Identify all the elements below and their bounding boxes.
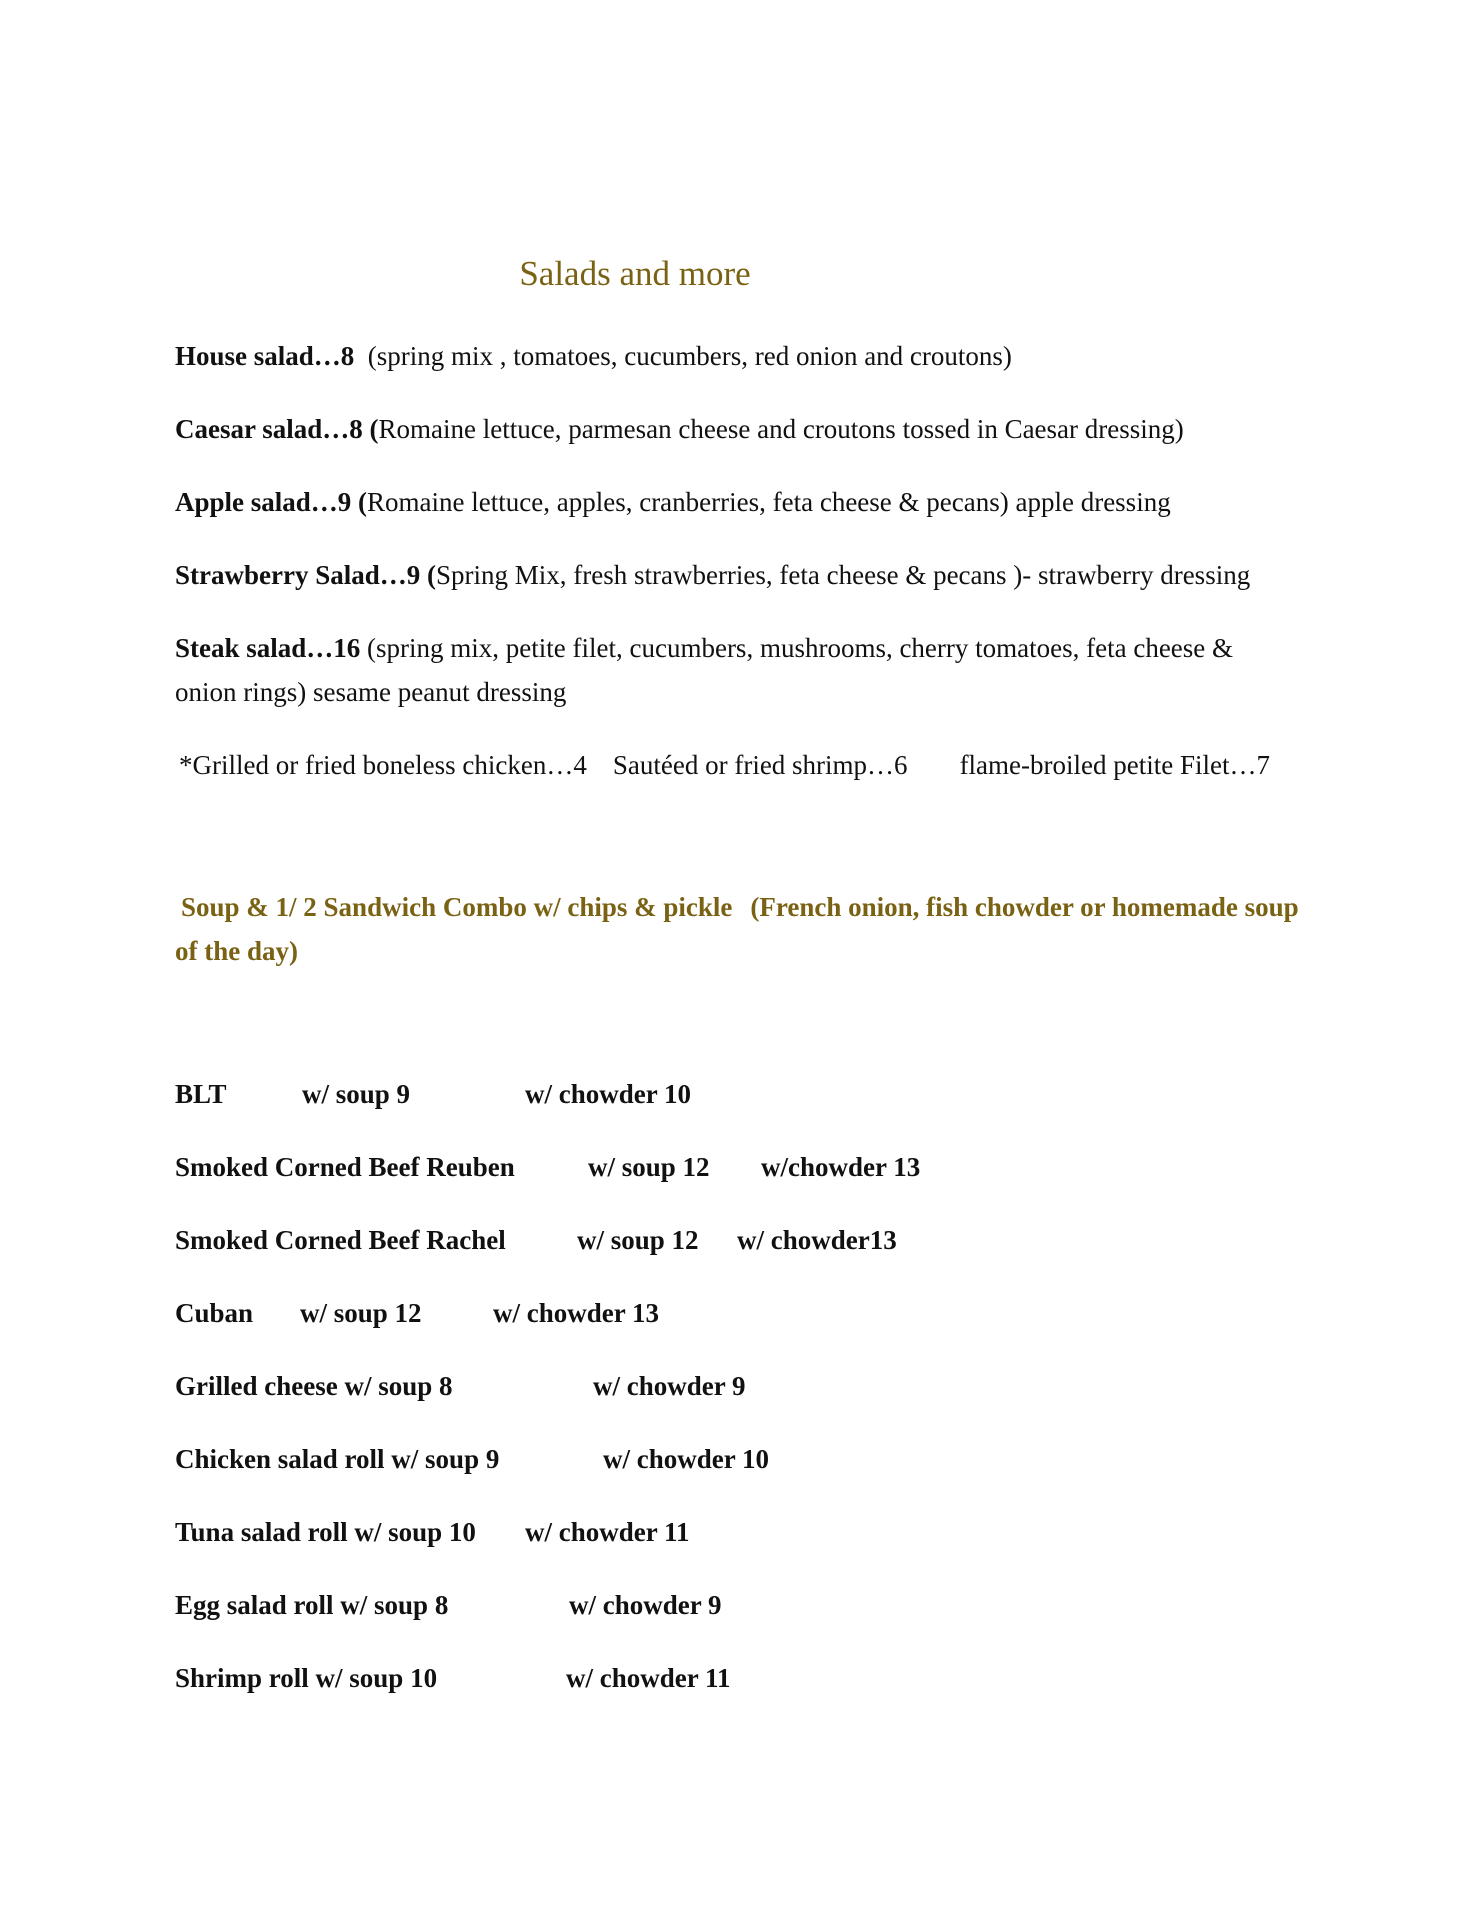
addon-chicken: *Grilled or fried boneless chicken…4 — [179, 750, 587, 780]
salad-description: Spring Mix, fresh strawberries, feta cheese & pecans )- strawberry dressing — [435, 560, 1251, 590]
salad-item-apple — [175, 480, 1295, 524]
salad-item-caesar — [175, 407, 1295, 451]
combo-heading — [175, 885, 1325, 973]
sandwich-chowder-price: w/ chowder 9 — [593, 1371, 746, 1401]
sandwich-name: Smoked Corned Beef Reuben — [175, 1152, 515, 1182]
salad-name: House salad…8 — [175, 341, 355, 371]
salad-name: Apple salad…9 ( — [175, 487, 368, 517]
protein-addons — [175, 743, 1295, 787]
sandwich-chowder-price: w/ chowder 10 — [603, 1444, 769, 1474]
section-title: Salads and more — [519, 254, 751, 293]
sandwich-soup-price: w/ soup 9 — [302, 1079, 411, 1109]
addon-shrimp: Sautéed or fried shrimp…6 — [612, 750, 908, 780]
addon-filet: flame-broiled petite Filet…7 — [959, 750, 1270, 780]
salad-list — [175, 334, 1295, 787]
salad-name: Strawberry Salad…9 ( — [175, 560, 436, 590]
sandwich-name: Shrimp roll w/ soup 10 — [175, 1663, 438, 1693]
combo-soup-choices: (French onion, fish chowder or homemade soup of the day) — [175, 892, 1299, 966]
salad-name: Caesar salad…8 ( — [175, 414, 379, 444]
salad-description: Romaine lettuce, apples, cranberries, feta cheese & pecans) apple dressing — [367, 487, 1171, 517]
salad-item-strawberry — [175, 553, 1295, 597]
salad-item-steak — [175, 626, 1295, 714]
sandwich-name: Grilled cheese w/ soup 8 — [175, 1371, 453, 1401]
sandwich-name: Cuban — [175, 1298, 254, 1328]
sandwich-name: Chicken salad roll w/ soup 9 — [175, 1444, 500, 1474]
sandwich-chowder-price: w/ chowder 10 — [525, 1079, 691, 1109]
sandwich-soup-price: w/ soup 12 — [300, 1298, 422, 1328]
salad-name: Steak salad…16 — [175, 633, 361, 663]
sandwich-name: Egg salad roll w/ soup 8 — [175, 1590, 449, 1620]
sandwich-name: Tuna salad roll w/ soup 10 — [175, 1517, 476, 1547]
sandwich-chowder-price: w/ chowder 11 — [566, 1663, 731, 1693]
sandwich-chowder-price: w/ chowder 13 — [493, 1298, 659, 1328]
combo-title: Soup & 1/ 2 Sandwich Combo w/ chips & pickle — [181, 892, 733, 922]
sandwich-chowder-price: w/ chowder 11 — [525, 1517, 690, 1547]
sandwich-name: BLT — [175, 1079, 227, 1109]
sandwich-chowder-price: w/ chowder13 — [737, 1225, 897, 1255]
salad-description: (spring mix , tomatoes, cucumbers, red onion and croutons) — [367, 341, 1012, 371]
salad-description: (spring mix, petite filet, cucumbers, mushrooms, cherry tomatoes, feta cheese & onion rings) sesame peanut dressing — [175, 633, 1234, 707]
sandwich-soup-price: w/ soup 12 — [577, 1225, 699, 1255]
sandwich-soup-price: w/ soup 12 — [588, 1152, 710, 1182]
sandwich-name: Smoked Corned Beef Rachel — [175, 1225, 506, 1255]
sandwich-chowder-price: w/ chowder 9 — [569, 1590, 722, 1620]
sandwich-chowder-price: w/chowder 13 — [761, 1152, 921, 1182]
salad-item-house — [175, 334, 1295, 378]
salad-description: Romaine lettuce, parmesan cheese and croutons tossed in Caesar dressing) — [378, 414, 1184, 444]
